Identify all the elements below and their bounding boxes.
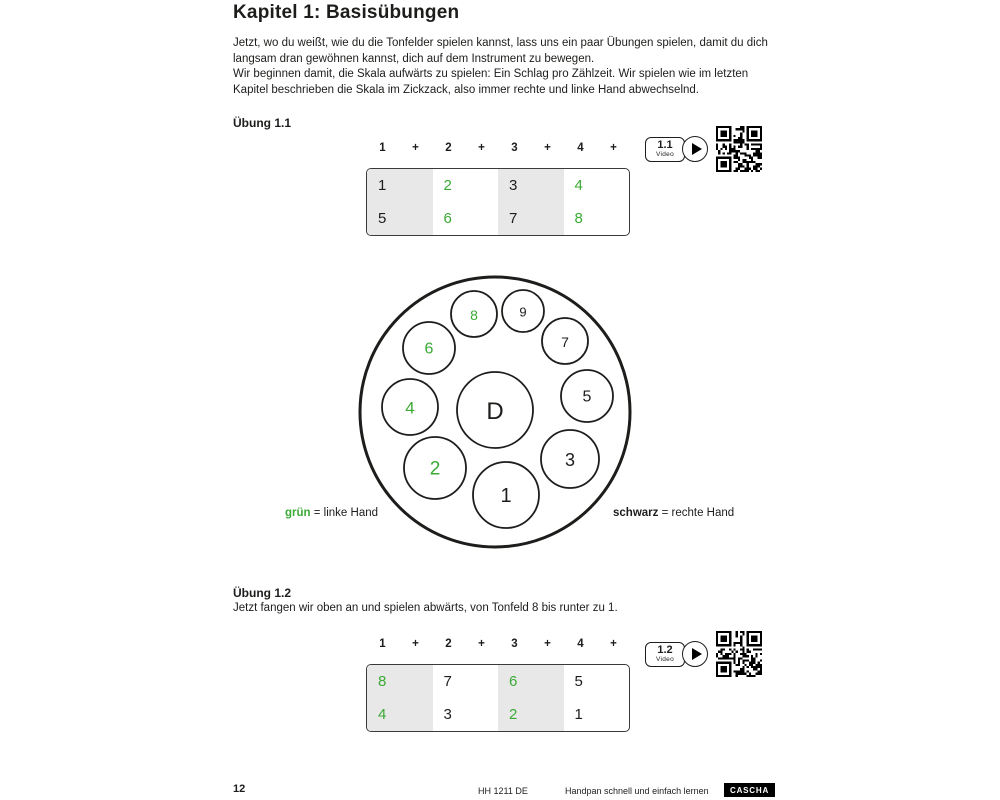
play-button[interactable] [682, 136, 708, 162]
intro-paragraph-1: Jetzt, wo du weißt, wie du die Tonfelder spielen kannst, lass uns ein paar Übungen spielen, damit du dich langsam dran gewöhnen kannst, dich auf dem Instrument zu bewegen. [233, 37, 768, 65]
note-value: 3 [443, 706, 452, 723]
grid-cell [564, 698, 630, 731]
note-value: 7 [443, 673, 452, 690]
exercise-1-2-grid [366, 638, 630, 732]
count-label: 3 [511, 638, 518, 650]
note-value: 5 [574, 673, 583, 690]
exercise-1-2-text: Jetzt fangen wir oben an und spielen abwärts, von Tonfeld 8 bis runter zu 1. [233, 602, 618, 614]
grid-cell [433, 169, 499, 202]
count-label: + [478, 638, 485, 650]
count-label: + [610, 142, 617, 154]
grid-cell [498, 202, 564, 235]
note-value: 2 [509, 706, 518, 723]
note-value: 8 [378, 673, 387, 690]
play-icon [692, 143, 702, 155]
video-badge-1-2 [645, 641, 708, 667]
grid-cell [498, 169, 564, 202]
grid-cell [367, 169, 433, 202]
tone-field-label: 6 [424, 340, 434, 358]
note-value: 8 [574, 210, 583, 227]
grid-cell [367, 665, 433, 698]
note-grid [366, 168, 630, 236]
page-title: Kapitel 1: Basisübungen [233, 2, 460, 23]
intro-text [233, 36, 773, 98]
exercise-1-1-grid [366, 142, 630, 236]
tone-field-label: 7 [561, 333, 569, 350]
count-label: 4 [577, 142, 584, 154]
note-grid [366, 664, 630, 732]
note-value: 6 [509, 673, 518, 690]
video-number: 1.1 [657, 138, 673, 151]
grid-cell [433, 665, 499, 698]
grid-cell [498, 665, 564, 698]
count-row [366, 142, 630, 158]
video-word: Video [655, 150, 674, 158]
catalog-code: HH 1211 DE [478, 786, 528, 796]
count-label: 2 [445, 142, 452, 154]
count-label: + [412, 142, 419, 154]
count-label: + [544, 142, 551, 154]
qr-code [716, 631, 762, 677]
grid-cell [564, 169, 630, 202]
tone-field-label: 8 [470, 306, 478, 323]
grid-cell [433, 698, 499, 731]
tone-field-label: 4 [405, 398, 415, 418]
grid-cell [367, 202, 433, 235]
exercise-1-2-heading: Übung 1.2 [233, 586, 292, 600]
legend-left-rest: = linke Hand [310, 507, 379, 519]
note-value: 7 [509, 210, 518, 227]
count-label: 1 [379, 638, 386, 650]
tone-field-label: 9 [519, 304, 527, 320]
count-row [366, 638, 630, 654]
video-label [645, 137, 685, 162]
count-label: 4 [577, 638, 584, 650]
grid-cell [564, 202, 630, 235]
exercise-1-1-heading: Übung 1.1 [233, 116, 292, 130]
note-value: 5 [378, 210, 387, 227]
intro-paragraph-2: Wir beginnen damit, die Skala aufwärts zu spielen: Ein Schlag pro Zählzeit. Wir spielen wie im letzten Kapitel beschrieben die Skala im Zickzack, also immer rechte und linke Hand abwechselnd. [233, 68, 749, 96]
page-number: 12 [233, 783, 246, 795]
grid-cell [367, 698, 433, 731]
note-value: 4 [574, 177, 583, 194]
count-label: 3 [511, 142, 518, 154]
note-value: 2 [443, 177, 452, 194]
tone-field-label: D [486, 397, 504, 425]
grid-cell [564, 665, 630, 698]
page-footer [0, 783, 1000, 800]
count-label: 1 [379, 142, 386, 154]
play-button[interactable] [682, 641, 708, 667]
count-label: 2 [445, 638, 452, 650]
legend-left-hand [285, 507, 378, 519]
note-value: 3 [509, 177, 518, 194]
legend-left-term: grün [285, 507, 311, 519]
video-badge-1-1 [645, 136, 708, 162]
count-label: + [478, 142, 485, 154]
count-label: + [544, 638, 551, 650]
legend-right-hand [613, 507, 734, 519]
note-value: 1 [574, 706, 583, 723]
note-value: 6 [443, 210, 452, 227]
grid-cell [498, 698, 564, 731]
play-icon [692, 648, 702, 660]
count-label: + [412, 638, 419, 650]
book-title: Handpan schnell und einfach lernen [565, 786, 709, 796]
count-label: + [610, 638, 617, 650]
qr-code [716, 126, 762, 172]
tone-field-label: 5 [582, 388, 592, 406]
video-word: Video [655, 655, 674, 663]
video-label [645, 642, 685, 667]
tone-field-label: 3 [564, 450, 576, 471]
note-value: 1 [378, 177, 387, 194]
legend-right-rest: = rechte Hand [658, 507, 735, 519]
tone-field-label: 2 [429, 458, 441, 480]
tone-field-label: 1 [500, 485, 512, 508]
legend-right-term: schwarz [613, 507, 659, 519]
note-value: 4 [378, 706, 387, 723]
publisher-logo: CASCHA [724, 783, 775, 797]
grid-cell [433, 202, 499, 235]
video-number: 1.2 [657, 643, 673, 656]
handpan-diagram [350, 267, 645, 557]
